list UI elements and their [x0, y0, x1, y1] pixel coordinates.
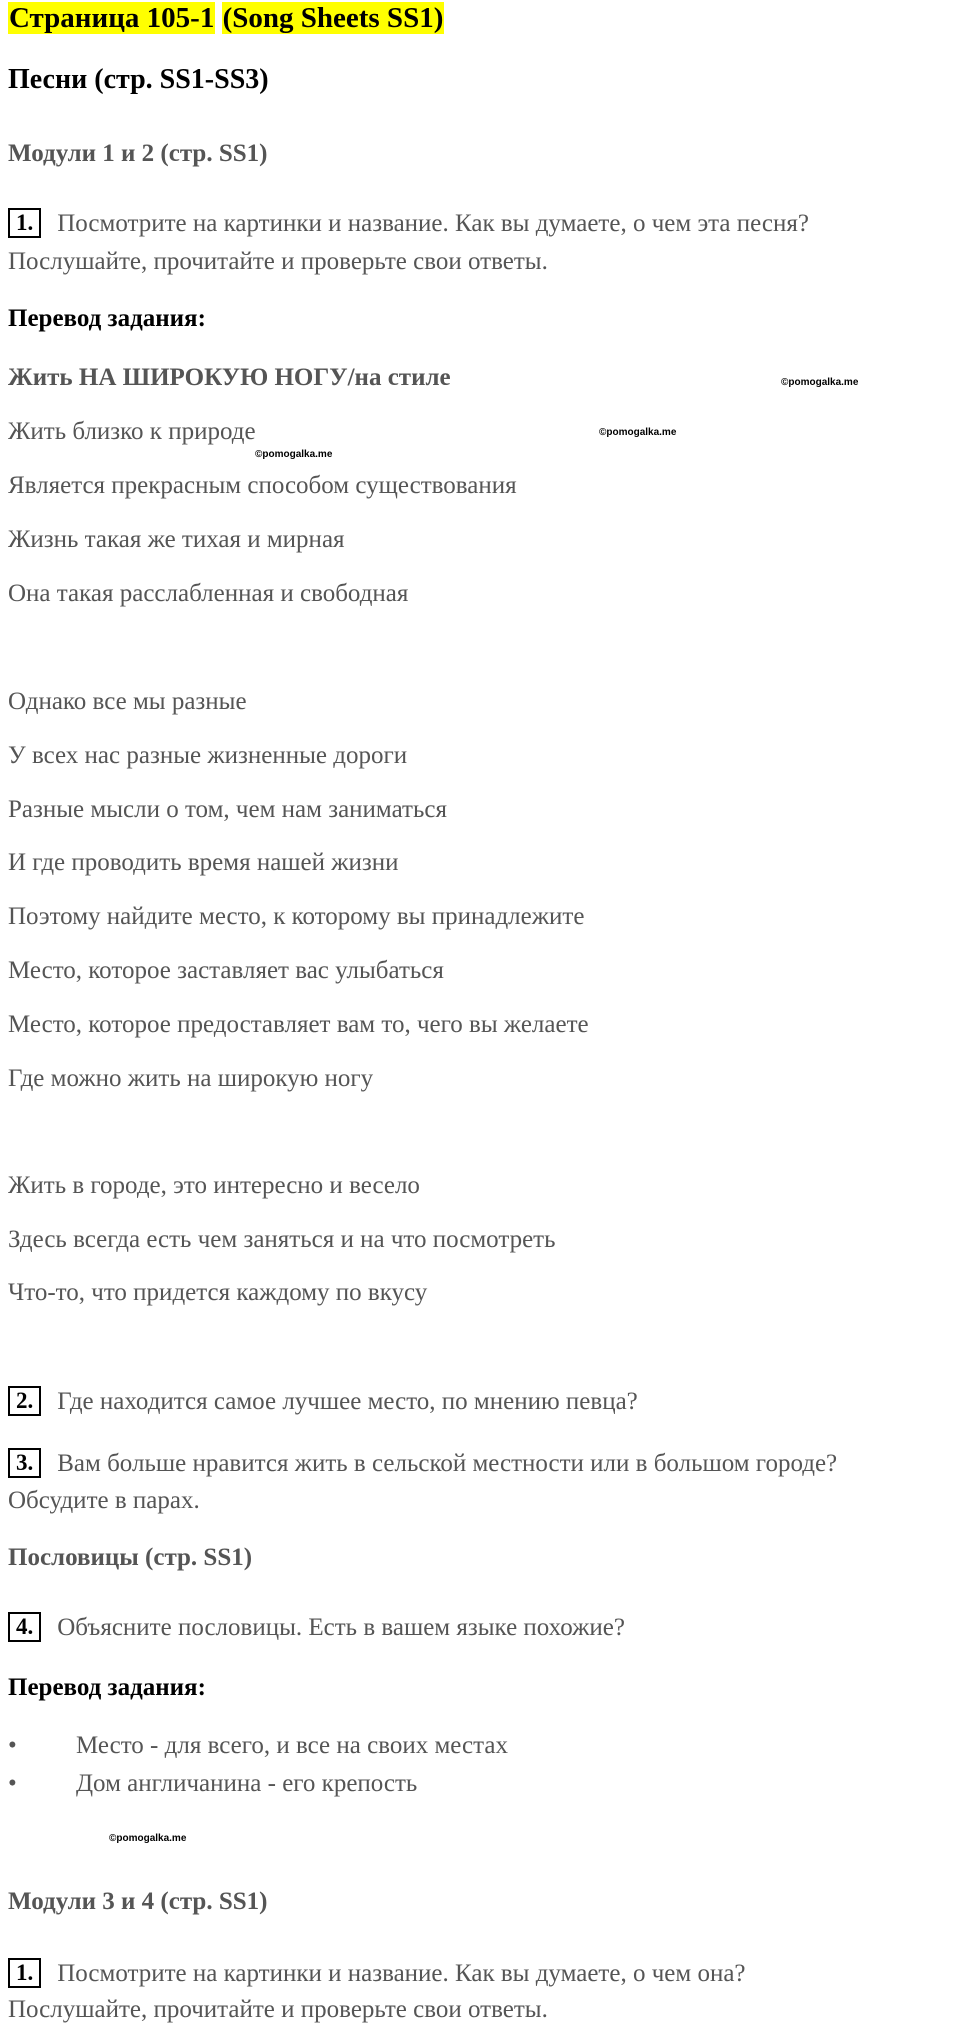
proverb-item: Дом англичанина - его крепость — [76, 1770, 418, 1797]
task-text: Посмотрите на картинки и название. Как вы думаете, о чем эта песня? — [57, 210, 809, 237]
task-number-badge: 4. — [8, 1612, 41, 1642]
song-line: Что-то, что придется каждому по вкусу — [8, 1279, 428, 1306]
song-line: Жить близко к природе — [8, 418, 256, 445]
song-line: Является прекрасным способом существования — [8, 472, 517, 499]
page-title — [8, 2, 444, 35]
watermark: ©pomogalka.me — [781, 377, 859, 388]
task-number-badge: 1. — [8, 1958, 41, 1988]
song-line: Однако все мы разные — [8, 688, 247, 715]
bullet: • — [8, 1770, 17, 1797]
watermark: ©pomogalka.me — [599, 427, 677, 438]
song-line: Место, которое предоставляет вам то, чего вы желаете — [8, 1011, 589, 1038]
task-number-badge: 1. — [8, 208, 41, 238]
song-line: Где можно жить на широкую ногу — [8, 1065, 374, 1092]
page-number-highlight: Страница 105-1 — [9, 2, 215, 34]
song-line: И где проводить время нашей жизни — [8, 849, 399, 876]
task-text: Вам больше нравится жить в сельской местности или в большом городе? — [57, 1450, 838, 1477]
watermark: ©pomogalka.me — [109, 1833, 187, 1844]
song-line: Здесь всегда есть чем заняться и на что посмотреть — [8, 1226, 556, 1253]
proverbs-heading: Пословицы (стр. SS1) — [8, 1544, 253, 1571]
song-line: У всех нас разные жизненные дороги — [8, 742, 408, 769]
modules-1-2-heading: Модули 1 и 2 (стр. SS1) — [8, 140, 268, 167]
task-4-instruction — [8, 1612, 625, 1642]
task-2-instruction — [8, 1386, 638, 1416]
modules-3-4-heading: Модули 3 и 4 (стр. SS1) — [8, 1888, 268, 1915]
song-title: Жить НА ШИРОКУЮ НОГУ/на стиле — [8, 364, 451, 391]
task-3-instruction — [8, 1448, 837, 1478]
task-text: Объясните пословицы. Есть в вашем языке похожие? — [57, 1614, 625, 1641]
task-number-badge: 2. — [8, 1386, 41, 1416]
task-text: Посмотрите на картинки и название. Как вы думаете, о чем она? — [57, 1960, 746, 1987]
task-1-instruction-line2: Послушайте, прочитайте и проверьте свои ответы. — [8, 248, 548, 275]
task-text: Где находится самое лучшее место, по мнению певца? — [57, 1388, 638, 1415]
task-1-instruction — [8, 208, 809, 238]
watermark: ©pomogalka.me — [255, 449, 333, 460]
task-1-instruction-line2: Послушайте, прочитайте и проверьте свои ответы. — [8, 1996, 548, 2023]
task-number-badge: 3. — [8, 1448, 41, 1478]
bullet: • — [8, 1732, 17, 1759]
song-line: Жить в городе, это интересно и весело — [8, 1172, 420, 1199]
songs-title: Песни (стр. SS1-SS3) — [8, 64, 269, 95]
song-line: Жизнь такая же тихая и мирная — [8, 526, 345, 553]
translation-heading: Перевод задания: — [8, 1674, 206, 1701]
song-line: Она такая расслабленная и свободная — [8, 580, 409, 607]
task-3-instruction-line2: Обсудите в парах. — [8, 1487, 200, 1514]
source-highlight: (Song Sheets SS1) — [222, 2, 444, 34]
song-line: Место, которое заставляет вас улыбаться — [8, 957, 444, 984]
task-1-instruction-modules-3-4 — [8, 1958, 746, 1988]
translation-heading: Перевод задания: — [8, 305, 206, 332]
proverb-item: Место - для всего, и все на своих местах — [76, 1732, 508, 1759]
song-line: Поэтому найдите место, к которому вы принадлежите — [8, 903, 585, 930]
song-line: Разные мысли о том, чем нам заниматься — [8, 796, 447, 823]
